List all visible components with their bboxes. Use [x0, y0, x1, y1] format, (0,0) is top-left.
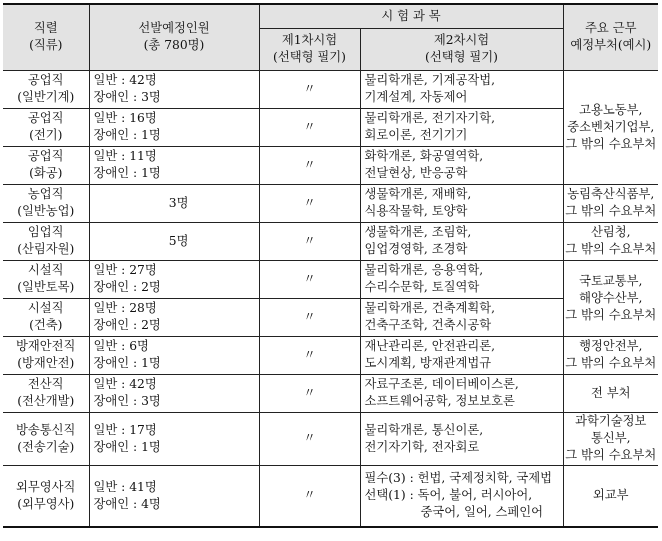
work-dept: 산림청, 그 밖의 수요부처 — [563, 222, 658, 260]
second-exam-subjects: 생물학개론, 재배학, 식용작물학, 토양학 — [360, 184, 563, 222]
job-title: 전산직 (전산개발) — [3, 374, 89, 412]
first-exam-ditto: 〃 — [259, 336, 360, 374]
recruit-count: 일반 : 17명 장애인 : 1명 — [89, 412, 259, 465]
table-row — [3, 184, 658, 222]
header-exam-subjects: 시 험 과 목 — [259, 4, 563, 28]
second-exam-subjects: 재난관리론, 안전관리론, 도시계획, 방재관계법규 — [360, 336, 563, 374]
header-job-series: 직렬 (직류) — [3, 4, 89, 70]
first-exam-ditto: 〃 — [259, 374, 360, 412]
job-title: 공업직 (일반기계) — [3, 70, 89, 108]
table-row — [3, 222, 658, 260]
header-recruit-count: 선발예정인원 (총 780명) — [89, 4, 259, 70]
first-exam-ditto: 〃 — [259, 70, 360, 108]
table-row — [3, 465, 658, 527]
table-row — [3, 412, 658, 465]
recruit-count: 5명 — [89, 222, 259, 260]
table-row — [3, 70, 658, 108]
second-exam-subjects: 필수(3) : 헌법, 국제정치학, 국제법 선택(1) : 독어, 불어, 러시아어, 중국어, 일어, 스페인어 — [360, 465, 563, 527]
table-row — [3, 336, 658, 374]
recruit-count: 일반 : 16명 장애인 : 1명 — [89, 108, 259, 146]
recruit-count: 일반 : 42명 장애인 : 3명 — [89, 374, 259, 412]
work-dept: 외교부 — [563, 465, 658, 527]
job-title: 임업직 (산림자원) — [3, 222, 89, 260]
recruit-count: 일반 : 28명 장애인 : 2명 — [89, 298, 259, 336]
first-exam-ditto: 〃 — [259, 465, 360, 527]
work-dept: 고용노동부, 중소벤처기업부, 그 밖의 수요부처 — [563, 70, 658, 184]
exam-table-container — [3, 3, 658, 535]
second-exam-subjects: 자료구조론, 데이터베이스론, 소프트웨어공학, 정보보호론 — [360, 374, 563, 412]
recruit-count: 3명 — [89, 184, 259, 222]
job-title: 공업직 (전기) — [3, 108, 89, 146]
job-title: 방재안전직 (방재안전) — [3, 336, 89, 374]
recruit-count: 일반 : 42명 장애인 : 3명 — [89, 70, 259, 108]
recruit-count: 일반 : 6명 장애인 : 1명 — [89, 336, 259, 374]
second-exam-subjects: 물리학개론, 건축계획학, 건축구조학, 건축시공학 — [360, 298, 563, 336]
second-exam-subjects: 물리학개론, 응용역학, 수리수문학, 토질역학 — [360, 260, 563, 298]
work-dept: 농림축산식품부, 그 밖의 수요부처 — [563, 184, 658, 222]
first-exam-ditto: 〃 — [259, 184, 360, 222]
header-second-exam: 제2차시험 (선택형 필기) — [360, 28, 563, 70]
first-exam-ditto: 〃 — [259, 298, 360, 336]
table-row — [3, 374, 658, 412]
second-exam-subjects: 물리학개론, 기계공작법, 기계설계, 자동제어 — [360, 70, 563, 108]
job-title: 외무영사직 (외무영사) — [3, 465, 89, 527]
work-dept: 전 부처 — [563, 374, 658, 412]
recruit-count: 일반 : 41명 장애인 : 4명 — [89, 465, 259, 527]
table-row — [3, 260, 658, 298]
first-exam-ditto: 〃 — [259, 412, 360, 465]
job-title: 시설직 (건축) — [3, 298, 89, 336]
second-exam-subjects: 물리학개론, 전기자기학, 회로이론, 전기기기 — [360, 108, 563, 146]
second-exam-subjects: 생물학개론, 조림학, 임업경영학, 조경학 — [360, 222, 563, 260]
work-dept: 국토교통부, 해양수산부, 그 밖의 수요부처 — [563, 260, 658, 336]
second-exam-subjects: 물리학개론, 통신이론, 전기자기학, 전자회로 — [360, 412, 563, 465]
first-exam-ditto: 〃 — [259, 146, 360, 184]
work-dept: 행정안전부, 그 밖의 수요부처 — [563, 336, 658, 374]
job-title: 농업직 (일반농업) — [3, 184, 89, 222]
job-title: 공업직 (화공) — [3, 146, 89, 184]
recruit-count: 일반 : 11명 장애인 : 1명 — [89, 146, 259, 184]
first-exam-ditto: 〃 — [259, 260, 360, 298]
header-work-dept: 주요 근무 예정부처(예시) — [563, 4, 658, 70]
recruitment-exam-table — [3, 3, 658, 528]
table-row — [3, 146, 658, 184]
job-title: 방송통신직 (전송기술) — [3, 412, 89, 465]
job-title: 시설직 (일반토목) — [3, 260, 89, 298]
recruit-count: 일반 : 27명 장애인 : 2명 — [89, 260, 259, 298]
first-exam-ditto: 〃 — [259, 108, 360, 146]
header-first-exam: 제1차시험 (선택형 필기) — [259, 28, 360, 70]
work-dept: 과학기술정보 통신부, 그 밖의 수요부처 — [563, 412, 658, 465]
table-row — [3, 108, 658, 146]
second-exam-subjects: 화학개론, 화공열역학, 전달현상, 반응공학 — [360, 146, 563, 184]
table-row — [3, 298, 658, 336]
first-exam-ditto: 〃 — [259, 222, 360, 260]
